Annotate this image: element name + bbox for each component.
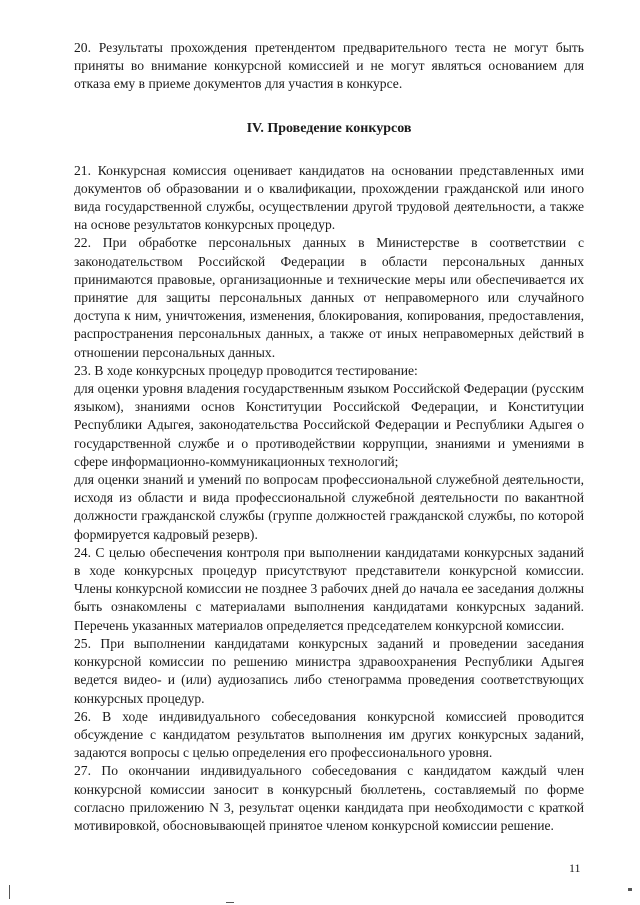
paragraph-21: 21. Конкурсная комиссия оценивает кандидатов на основании представленных ими документов об образовании и о квалификации, прохождении гражданской или иного вида государственной службы, осуществлении другой трудовой деятельности, а также на основе результатов конкурсных процедур. (74, 162, 584, 233)
paragraph-24: 24. С целью обеспечения контроля при выполнении кандидатами конкурсных заданий в ходе конкурсных процедур присутствуют представители конкурсной комиссии. Члены конкурсной комиссии не позднее 3 рабочих дней до начала ее заседания должны быть ознакомлены с материалами выполнения кандидатами конкурсных заданий. Перечень указанных материалов определяется председателем конкурсной комиссии. (74, 544, 584, 633)
paragraph-22: 22. При обработке персональных данных в Министерстве в соответствии с законодательством Российской Федерации в области персональных данных принимаются правовые, организационные и технические меры или обеспечивается их принятие для защиты персональных данных от неправомерного или случайного доступа к ним, уничтожения, изменения, блокирования, копирования, предоставления, распространения персональных данных, а также от иных неправомерных действий в отношении персональных данных. (74, 235, 584, 360)
document-page (74, 39, 584, 835)
paragraph-23-item-1: для оценки уровня владения государственным языком Российской Федерации (русским языком), знаниями основ Конституции Российской Федерации, и Конституции Республики Адыгея, законодательства Российской Федерации и Республики Адыгея о государственной службе и о противодействии коррупции, знаниями и умениями в сфере информационно-коммуникационных технологий; (74, 381, 584, 469)
scan-mark-left (9, 885, 10, 899)
scan-mark-right (628, 888, 632, 891)
paragraph-20: 20. Результаты прохождения претендентом предварительного теста не могут быть приняты во внимание конкурсной комиссией и не могут являться основанием для отказа ему в приеме документов для участия в конкурсе. (74, 40, 584, 92)
paragraph-23: 23. В ходе конкурсных процедур проводится тестирование: (74, 362, 418, 378)
paragraph-26: 26. В ходе индивидуального собеседования конкурсной комиссией проводится обсуждение с кандидатом результатов выполнения им других конкурсных заданий, задаются вопросы с целью определения его профессионального уровня. (74, 708, 584, 761)
paragraph-25: 25. При выполнении кандидатами конкурсных заданий и проведении заседания конкурсной комиссии по решению министра здравоохранения Республики Адыгея ведется видео- и (или) аудиозапись либо стенограмма проведения соответствующих конкурсных процедур. (74, 635, 584, 706)
paragraph-27: 27. По окончании индивидуального собеседования с кандидатом каждый член конкурсной комиссии заносит в конкурсный бюллетень, составляемый по форме согласно приложению N 3, результат оценки кандидата при необходимости с краткой мотивировкой, обосновывающей принятое членом конкурсной комиссии решение. (74, 763, 584, 833)
section-title: IV. Проведение конкурсов (246, 120, 412, 136)
scan-mark-bottom (226, 902, 234, 903)
paragraph-23-item-2: для оценки знаний и умений по вопросам профессиональной служебной деятельности, исходя из области и вида профессиональной служебной деятельности по вакантной должности гражданской службы (группе должностей гражданской службы, по которой формируется кадровый резерв). (74, 472, 584, 542)
page-number: 11 (569, 861, 581, 875)
